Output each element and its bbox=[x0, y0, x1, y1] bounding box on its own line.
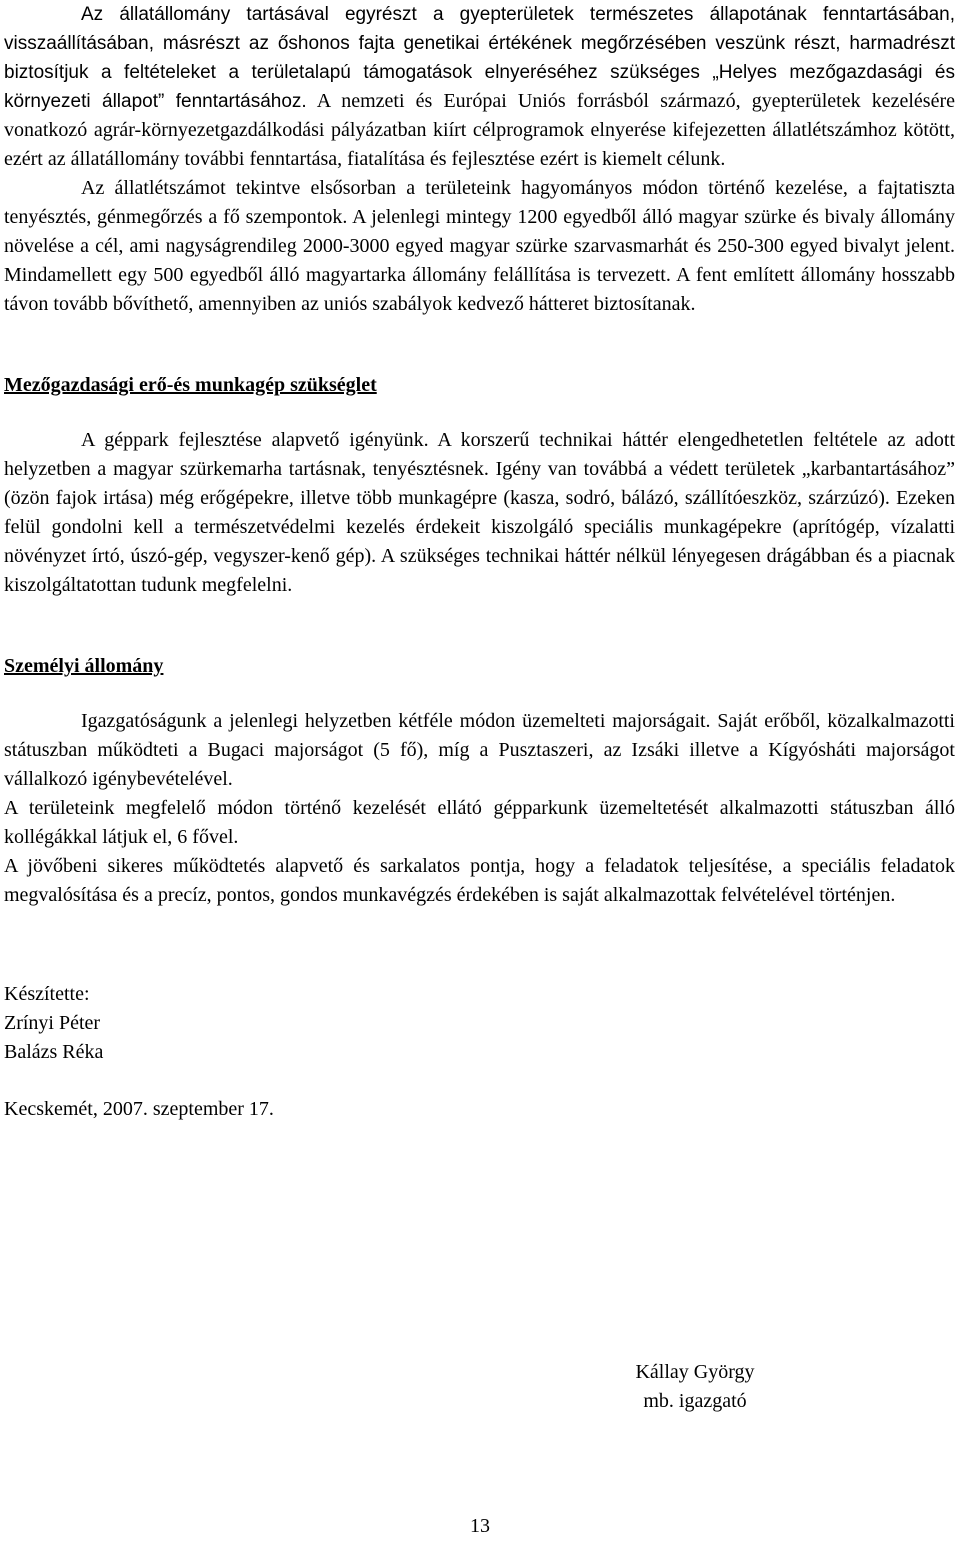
authors-block bbox=[4, 980, 955, 1067]
intro-paragraph-1 bbox=[4, 0, 955, 174]
machinery-paragraph: A géppark fejlesztése alapvető igényünk. A korszerű technikai háttér elengedhetetlen feltétele az adott helyzetben a magyar szürkemarha tartásnak, tenyésztésnek. Igény van továbbá a védett területek „karbantartásához” (özön fajok irtása) még erőgépekre, illetve több munkagépre (kasza, sodró, bálázó, szállítóeszköz, szárzúzó). Ezeken felül gondolni kell a természetvédelmi kezelés érdekeit kiszolgáló speciális munkagépekre (aprítógép, vízalatti növényzet írtó, úszó-gép, vegyszer-kenő gép). A szükséges technikai háttér nélkül lényegesen drágábban és a piacnak kiszolgáltatottan tudunk megfelelni. bbox=[4, 429, 955, 596]
signature-block bbox=[595, 1358, 795, 1416]
author-name: Zrínyi Péter bbox=[4, 1012, 101, 1034]
intro-paragraph-1-serif-part: A nemzeti és Európai Uniós forrásból származó, gyepterületek kezelésére vonatkozó agrár-környezetgazdálkodási pályázatban kiírt célprogramok elnyerése kifejezetten állatlétszámhoz kötött, ezért az állatállomány további fenntartása, fiatalítása és fejlesztése ezért is kiemelt célunk. bbox=[4, 90, 955, 170]
staff-paragraph-2: A területeink megfelelő módon történő kezelését ellátó gépparkunk üzemeltetését alkalmazotti státuszban álló kollégákkal látjuk el, 6 fővel. bbox=[4, 797, 955, 848]
signatory-title: mb. igazgató bbox=[643, 1390, 747, 1412]
signatory-name: Kállay György bbox=[635, 1361, 755, 1383]
staff-paragraph-3: A jövőbeni sikeres működtetés alapvető és sarkalatos pontja, hogy a feladatok teljesítése, a speciális feladatok megvalósítása és a precíz, pontos, gondos munkavégzés érdekében is saját alkalmazottak felvételével történjen. bbox=[4, 855, 955, 906]
staff-paragraph-1: Igazgatóságunk a jelenlegi helyzetben kétféle módon üzemelteti majorságait. Saját erőből, közalkalmazotti státuszban működteti a Bugaci majorságot (5 fő), míg a Pusztaszeri, az Izsáki illetve a Kígyósháti majorságot vállalkozó igénybevételével. bbox=[4, 710, 955, 790]
intro-paragraph-1-sans-part: Az állatállomány tartásával egyrészt a gyepterületek természetes állapotának fenntartásában, visszaállításában, másrészt az őshonos fajta genetikai értékének megőrzésében veszünk részt, harmadrészt biztosítjuk a feltételeket a területalapú támogatások elnyeréséhez szükséges „Helyes mezőgazdasági és környezeti állapot” fenntartásához. bbox=[4, 4, 955, 112]
intro-paragraph-2: Az állatlétszámot tekintve elsősorban a területeink hagyományos módon történő kezelése, a fajtatiszta tenyésztés, génmegőrzés a fő szempontok. A jelenlegi mintegy 1200 egyedből álló magyar szürke és bivaly állomány növelése a cél, ami nagyságrendileg 2000-3000 egyed magyar szürke szarvasmarhát és 250-300 egyed bivalyt jelent. Mindamellett egy 500 egyedből álló magyartarka állomány felállítása is tervezett. A fent említett állomány hosszabb távon tovább bővíthető, amennyiben az uniós szabályok kedvező hátteret biztosítanak. bbox=[4, 177, 955, 315]
machinery-heading: Mezőgazdasági erő-és munkagép szükséglet bbox=[4, 374, 377, 396]
authors-label: Készítette: bbox=[4, 983, 90, 1005]
document-page bbox=[4, 0, 955, 1124]
author-name: Balázs Réka bbox=[4, 1041, 104, 1063]
page-number: 13 bbox=[470, 1515, 490, 1537]
staff-heading: Személyi állomány bbox=[4, 655, 164, 677]
place-and-date: Kecskemét, 2007. szeptember 17. bbox=[4, 1098, 274, 1120]
